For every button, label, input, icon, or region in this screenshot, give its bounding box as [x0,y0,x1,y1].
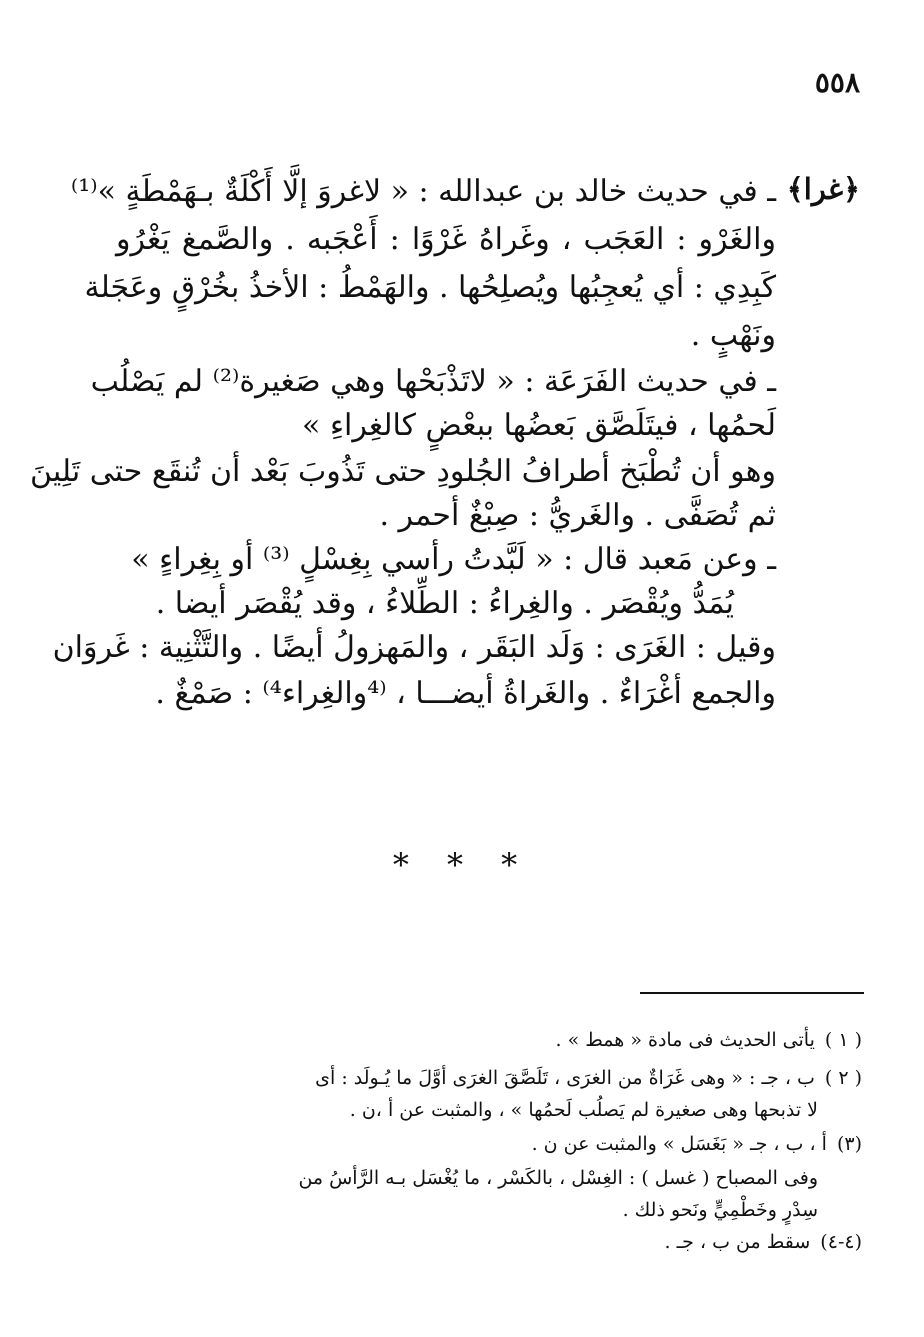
footnote-3-continuation: سِدْرٍ وخَطْمِيٍّ ونَحو ذلك . [622,1199,818,1221]
footnote-1 [556,1026,862,1054]
entry-line: ـ في حديث الفَرَعَة : « لاتَذْبَحْها وهي صَغيرة⁽²⁾ لم يَصْلُب [90,364,776,399]
footnote-text: يأتى الحديث فى مادة « همط » . [555,1029,815,1051]
footnote-2 [315,1064,862,1092]
entry-line: ـ وعن مَعبد قال : « لَبَّدتُ رأسي بِغِسْلٍ ⁽³⁾ أو بِغِراءٍ » [131,542,776,577]
entry-line: لَحمُها ، فيتَلَصَّق بَعضُها ببعْضٍ كالغِراءِ » [302,408,776,443]
page-number: ٥٥٨ [814,66,860,99]
footnote-2-continuation: لا تذبحها وهى صغيرة لم يَصلُب لَحمُها » ، والمثبت عن أ ،ن . [349,1099,818,1121]
entry-line: والجمع أغْرَاءٌ . والغَراةُ أيضـــا ، ⁽⁴والغِراء⁴⁾ : صَمْغٌ . [155,676,776,711]
entry-line: ثم تُصَفَّى . والغَريُّ : صِبْغٌ أحمر . [379,498,776,533]
footnote-rule [640,992,864,994]
entry-line: ونَهْبٍ . [690,318,776,353]
entry-headword: ﴿غرا﴾ [786,172,860,206]
entry-line: كَبِدِي : أي يُعجِبُها ويُصلِحُها . والهَمْطُ : الأخذُ بخُرْقٍ وعَجَلة [84,270,776,305]
entry-line: والغَرْو : العَجَب ، وغَراهُ غَرْوًا : أَعْجَبه . والصَّمغ يَغْرُو [116,222,776,257]
section-separator: * * * [392,846,532,884]
entry-line: يُمَدُّ ويُقْصَر . والغِراءُ : الطِّلاءُ ، وقد يُقْصَر أيضا . [155,586,734,621]
footnote-number: ( ١ ) [824,1029,862,1051]
entry-line: ـ في حديث خالد بن عبدالله : « لاغروَ إلَّا أَكْلَةٌ بـهَمْطَةٍ »⁽¹⁾ [70,174,776,209]
footnote-text: ب ، جـ : « وهى غَرَاةٌ من الغرَى ، تَلَصَّقَ الغرَى أوَّلَ ما يُـولَد : أى [315,1067,815,1089]
footnote-number: ( ٢ ) [824,1067,862,1089]
entry-line: وقيل : الغَرَى : وَلَد البَقَر ، والمَهزولُ أيضًا . والتَّثْنِية : غَروَان [52,630,776,665]
entry-line: وهو أن تُطْبَخ أطرافُ الجُلودِ حتى تَذُوبَ بَعْد أن تُنقَع حتى تَلِينَ [30,454,776,489]
footnote-3 [532,1130,862,1158]
footnote-number: (٣) [836,1133,862,1155]
footnote-3-continuation: وفى المصباح ( غسل ) : الغِسْل ، بالكَسْر ، ما يُغْسَل بـه الرَّأسُ من [298,1167,818,1189]
footnote-text: أ ، ب ، جـ « بَغَسَل » والمثبت عن ن . [531,1133,827,1155]
footnote-4 [665,1228,862,1256]
footnote-text: سقط من ب ، جـ . [664,1231,811,1253]
footnote-number: (٤-٤) [820,1231,862,1253]
